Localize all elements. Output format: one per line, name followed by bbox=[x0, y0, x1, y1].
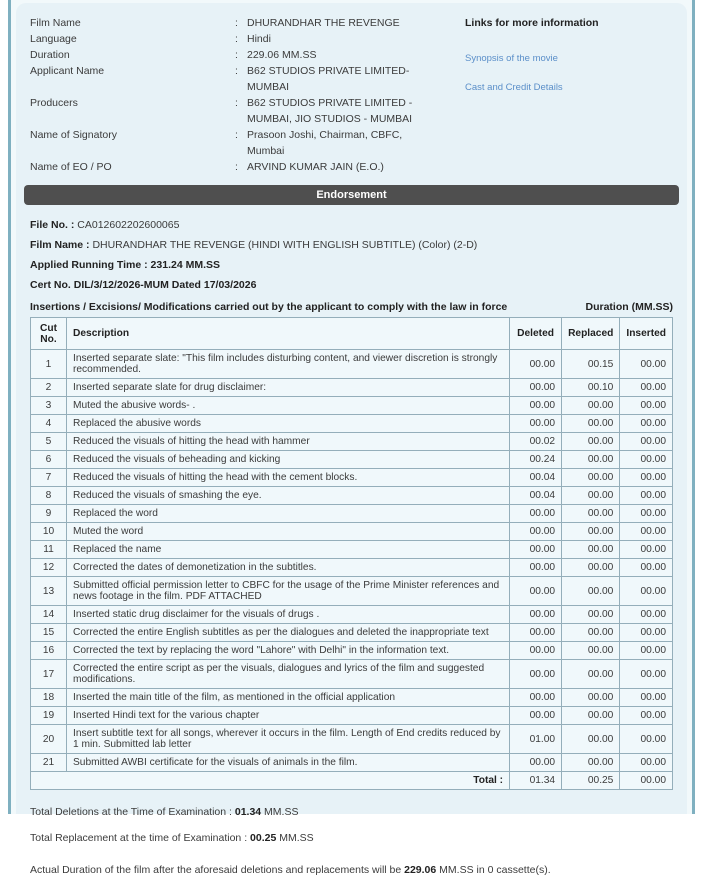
colon-separator: : bbox=[235, 65, 238, 77]
content-card bbox=[16, 3, 687, 876]
replaced-cell: 00.00 bbox=[562, 523, 620, 541]
colon-separator: : bbox=[235, 33, 238, 45]
file-no-value: CA012602202600065 bbox=[77, 219, 180, 231]
inserted-cell: 00.00 bbox=[620, 487, 673, 505]
description-cell: Reduced the visuals of beheading and kicking bbox=[67, 451, 510, 469]
inserted-cell: 00.00 bbox=[620, 451, 673, 469]
info-value: Hindi bbox=[247, 33, 271, 45]
table-row bbox=[31, 624, 673, 642]
deleted-cell: 00.00 bbox=[510, 379, 562, 397]
replaced-cell: 00.00 bbox=[562, 469, 620, 487]
inserted-cell: 00.00 bbox=[620, 707, 673, 725]
cut-no-cell: 8 bbox=[31, 487, 67, 505]
deleted-cell: 01.00 bbox=[510, 725, 562, 754]
cut-no-cell: 18 bbox=[31, 689, 67, 707]
info-label: Duration bbox=[30, 49, 70, 61]
replaced-cell: 00.00 bbox=[562, 487, 620, 505]
description-cell: Corrected the entire script as per the visuals, dialogues and lyrics of the film and suggested modifications. bbox=[67, 660, 510, 689]
colon-separator: : bbox=[235, 97, 238, 109]
description-cell: Inserted Hindi text for the various chapter bbox=[67, 707, 510, 725]
cut-no-cell: 13 bbox=[31, 577, 67, 606]
total-label: Total : bbox=[31, 772, 510, 790]
description-cell: Corrected the entire English subtitles as per the dialogues and deleted the inappropriate text bbox=[67, 624, 510, 642]
deleted-cell: 00.02 bbox=[510, 433, 562, 451]
cut-no-cell: 20 bbox=[31, 725, 67, 754]
deleted-cell: 00.00 bbox=[510, 577, 562, 606]
table-row bbox=[31, 577, 673, 606]
deleted-cell: 00.00 bbox=[510, 606, 562, 624]
deleted-cell: 00.04 bbox=[510, 487, 562, 505]
header-replaced: Replaced bbox=[562, 318, 620, 350]
inserted-cell: 00.00 bbox=[620, 523, 673, 541]
description-cell: Inserted separate slate for drug disclaimer: bbox=[67, 379, 510, 397]
total-row bbox=[31, 772, 673, 790]
info-value: B62 STUDIOS PRIVATE LIMITED- MUMBAI bbox=[247, 65, 410, 93]
actual-duration-suffix: MM.SS in 0 cassette(s). bbox=[436, 864, 551, 876]
table-row bbox=[31, 505, 673, 523]
cut-no-cell: 19 bbox=[31, 707, 67, 725]
info-label: Film Name bbox=[30, 17, 81, 29]
replaced-cell: 00.00 bbox=[562, 505, 620, 523]
deleted-cell: 00.00 bbox=[510, 689, 562, 707]
replaced-cell: 00.00 bbox=[562, 415, 620, 433]
deleted-cell: 00.00 bbox=[510, 505, 562, 523]
links-title: Links for more information bbox=[465, 17, 599, 29]
page-frame bbox=[8, 0, 695, 876]
cuts-table-foot bbox=[31, 772, 673, 790]
replaced-cell: 00.00 bbox=[562, 451, 620, 469]
actual-duration-prefix: Actual Duration of the film after the aforesaid deletions and replacements will be bbox=[30, 864, 405, 876]
cut-no-cell: 11 bbox=[31, 541, 67, 559]
cut-no-cell: 9 bbox=[31, 505, 67, 523]
replaced-cell: 00.00 bbox=[562, 397, 620, 415]
replaced-cell: 00.00 bbox=[562, 725, 620, 754]
inserted-cell: 00.00 bbox=[620, 379, 673, 397]
description-cell: Corrected the dates of demonetization in the subtitles. bbox=[67, 559, 510, 577]
info-row-producers bbox=[30, 95, 433, 127]
film-name-line bbox=[30, 235, 673, 255]
cut-no-cell: 6 bbox=[31, 451, 67, 469]
info-value: ARVIND KUMAR JAIN (E.O.) bbox=[247, 161, 384, 173]
replaced-cell: 00.00 bbox=[562, 624, 620, 642]
total-replacement-prefix: Total Replacement at the time of Examination : bbox=[30, 832, 251, 844]
description-cell: Reduced the visuals of smashing the eye. bbox=[67, 487, 510, 505]
description-cell: Inserted static drug disclaimer for the visuals of drugs . bbox=[67, 606, 510, 624]
colon-separator: : bbox=[235, 49, 238, 61]
inserted-cell: 00.00 bbox=[620, 642, 673, 660]
table-caption-row bbox=[30, 301, 673, 313]
cut-no-cell: 14 bbox=[31, 606, 67, 624]
deleted-cell: 00.24 bbox=[510, 451, 562, 469]
inserted-cell: 00.00 bbox=[620, 754, 673, 772]
film-name-value: DHURANDHAR THE REVENGE (HINDI WITH ENGLISH SUBTITLE) (Color) (2-D) bbox=[92, 239, 478, 251]
inserted-cell: 00.00 bbox=[620, 606, 673, 624]
total-inserted: 00.00 bbox=[620, 772, 673, 790]
inserted-cell: 00.00 bbox=[620, 415, 673, 433]
total-deletions-line bbox=[30, 804, 673, 820]
inserted-cell: 00.00 bbox=[620, 350, 673, 379]
cast-credit-link[interactable]: Cast and Credit Details bbox=[465, 82, 563, 93]
cut-no-cell: 16 bbox=[31, 642, 67, 660]
cut-no-cell: 5 bbox=[31, 433, 67, 451]
info-row-eo-po bbox=[30, 159, 433, 175]
cuts-table bbox=[30, 317, 673, 790]
info-row-language bbox=[30, 31, 433, 47]
total-replacement-suffix: MM.SS bbox=[276, 832, 314, 844]
header-cut-no: Cut No. bbox=[31, 318, 67, 350]
synopsis-link[interactable]: Synopsis of the movie bbox=[465, 53, 558, 64]
info-label: Language bbox=[30, 33, 77, 45]
table-caption-right: Duration (MM.SS) bbox=[585, 301, 673, 313]
replaced-cell: 00.00 bbox=[562, 642, 620, 660]
inserted-cell: 00.00 bbox=[620, 577, 673, 606]
film-name-label: Film Name : bbox=[30, 239, 90, 251]
cert-no-line: Cert No. DIL/3/12/2026-MUM Dated 17/03/2026 bbox=[30, 279, 257, 291]
table-row bbox=[31, 541, 673, 559]
cut-no-cell: 17 bbox=[31, 660, 67, 689]
table-row bbox=[31, 606, 673, 624]
summary-section bbox=[30, 804, 673, 878]
total-deletions-value: 01.34 bbox=[234, 806, 262, 818]
inserted-cell: 00.00 bbox=[620, 505, 673, 523]
info-label: Name of Signatory bbox=[30, 129, 117, 141]
film-info-section bbox=[30, 15, 673, 175]
table-row bbox=[31, 487, 673, 505]
table-row bbox=[31, 725, 673, 754]
deleted-cell: 00.04 bbox=[510, 469, 562, 487]
info-row-applicant bbox=[30, 63, 433, 95]
info-row-film-name bbox=[30, 15, 433, 31]
replaced-cell: 00.00 bbox=[562, 707, 620, 725]
deleted-cell: 00.00 bbox=[510, 642, 562, 660]
deleted-cell: 00.00 bbox=[510, 350, 562, 379]
table-row bbox=[31, 451, 673, 469]
description-cell: Reduced the visuals of hitting the head with hammer bbox=[67, 433, 510, 451]
table-row bbox=[31, 415, 673, 433]
total-replacement-line bbox=[30, 830, 673, 846]
endorsement-details bbox=[30, 215, 673, 295]
table-row bbox=[31, 707, 673, 725]
description-cell: Replaced the name bbox=[67, 541, 510, 559]
inserted-cell: 00.00 bbox=[620, 689, 673, 707]
total-deletions-suffix: MM.SS bbox=[261, 806, 299, 818]
info-label: Producers bbox=[30, 97, 78, 109]
header-row bbox=[31, 318, 673, 350]
description-cell: Replaced the word bbox=[67, 505, 510, 523]
header-description: Description bbox=[67, 318, 510, 350]
info-value: B62 STUDIOS PRIVATE LIMITED - MUMBAI, JIO STUDIOS - MUMBAI bbox=[247, 97, 413, 125]
table-row bbox=[31, 523, 673, 541]
replaced-cell: 00.00 bbox=[562, 689, 620, 707]
endorsement-header-bar: Endorsement bbox=[24, 185, 679, 205]
inserted-cell: 00.00 bbox=[620, 433, 673, 451]
table-row bbox=[31, 433, 673, 451]
description-cell: Inserted separate slate: "This film includes disturbing content, and viewer discretion is strongly recommended. bbox=[67, 350, 510, 379]
cut-no-cell: 12 bbox=[31, 559, 67, 577]
cut-no-cell: 4 bbox=[31, 415, 67, 433]
info-value: DHURANDHAR THE REVENGE bbox=[247, 17, 400, 29]
table-row bbox=[31, 469, 673, 487]
description-cell: Muted the word bbox=[67, 523, 510, 541]
actual-duration-line bbox=[30, 862, 673, 878]
total-deletions-prefix: Total Deletions at the Time of Examination : bbox=[30, 806, 235, 818]
total-deleted: 01.34 bbox=[510, 772, 562, 790]
inserted-cell: 00.00 bbox=[620, 559, 673, 577]
deleted-cell: 00.00 bbox=[510, 707, 562, 725]
cut-no-cell: 10 bbox=[31, 523, 67, 541]
total-replacement-value: 00.25 bbox=[250, 832, 277, 844]
cuts-table-head bbox=[31, 318, 673, 350]
info-row-duration bbox=[30, 47, 433, 63]
cut-no-cell: 2 bbox=[31, 379, 67, 397]
description-cell: Insert subtitle text for all songs, wherever it occurs in the film. Length of End credits reduced by 1 min. Submitted lab letter bbox=[67, 725, 510, 754]
file-no-line bbox=[30, 215, 673, 235]
table-row bbox=[31, 642, 673, 660]
table-row bbox=[31, 754, 673, 772]
replaced-cell: 00.00 bbox=[562, 541, 620, 559]
header-inserted: Inserted bbox=[620, 318, 673, 350]
deleted-cell: 00.00 bbox=[510, 660, 562, 689]
description-cell: Replaced the abusive words bbox=[67, 415, 510, 433]
file-no-label: File No. : bbox=[30, 219, 75, 231]
cut-no-cell: 21 bbox=[31, 754, 67, 772]
table-row bbox=[31, 689, 673, 707]
info-value: Prasoon Joshi, Chairman, CBFC, Mumbai bbox=[247, 129, 403, 157]
colon-separator: : bbox=[235, 129, 238, 141]
deleted-cell: 00.00 bbox=[510, 754, 562, 772]
table-row bbox=[31, 559, 673, 577]
table-caption-left: Insertions / Excisions/ Modifications carried out by the applicant to comply with the law in force bbox=[30, 301, 508, 313]
actual-duration-value: 229.06 bbox=[404, 864, 437, 876]
description-cell: Corrected the text by replacing the word "Lahore" with Delhi" in the information text. bbox=[67, 642, 510, 660]
replaced-cell: 00.00 bbox=[562, 577, 620, 606]
table-row bbox=[31, 660, 673, 689]
cut-no-cell: 7 bbox=[31, 469, 67, 487]
links-column bbox=[465, 15, 690, 93]
inserted-cell: 00.00 bbox=[620, 725, 673, 754]
total-replaced: 00.25 bbox=[562, 772, 620, 790]
inserted-cell: 00.00 bbox=[620, 660, 673, 689]
description-cell: Submitted AWBI certificate for the visuals of animals in the film. bbox=[67, 754, 510, 772]
info-row-signatory bbox=[30, 127, 433, 159]
deleted-cell: 00.00 bbox=[510, 624, 562, 642]
cut-no-cell: 3 bbox=[31, 397, 67, 415]
header-deleted: Deleted bbox=[510, 318, 562, 350]
cuts-table-body bbox=[31, 350, 673, 772]
table-row bbox=[31, 397, 673, 415]
deleted-cell: 00.00 bbox=[510, 415, 562, 433]
info-value: 229.06 MM.SS bbox=[247, 49, 317, 61]
deleted-cell: 00.00 bbox=[510, 397, 562, 415]
applied-running-time-line: Applied Running Time : 231.24 MM.SS bbox=[30, 259, 220, 271]
table-row bbox=[31, 350, 673, 379]
info-label: Name of EO / PO bbox=[30, 161, 112, 173]
inserted-cell: 00.00 bbox=[620, 469, 673, 487]
replaced-cell: 00.00 bbox=[562, 433, 620, 451]
description-cell: Reduced the visuals of hitting the head with the cement blocks. bbox=[67, 469, 510, 487]
replaced-cell: 00.00 bbox=[562, 754, 620, 772]
colon-separator: : bbox=[235, 17, 238, 29]
cut-no-cell: 15 bbox=[31, 624, 67, 642]
inserted-cell: 00.00 bbox=[620, 624, 673, 642]
replaced-cell: 00.10 bbox=[562, 379, 620, 397]
inserted-cell: 00.00 bbox=[620, 541, 673, 559]
description-cell: Muted the abusive words- . bbox=[67, 397, 510, 415]
deleted-cell: 00.00 bbox=[510, 523, 562, 541]
description-cell: Submitted official permission letter to CBFC for the usage of the Prime Minister references and news footage in the film. PDF ATTACHED bbox=[67, 577, 510, 606]
replaced-cell: 00.15 bbox=[562, 350, 620, 379]
deleted-cell: 00.00 bbox=[510, 541, 562, 559]
colon-separator: : bbox=[235, 161, 238, 173]
inserted-cell: 00.00 bbox=[620, 397, 673, 415]
deleted-cell: 00.00 bbox=[510, 559, 562, 577]
replaced-cell: 00.00 bbox=[562, 660, 620, 689]
cut-no-cell: 1 bbox=[31, 350, 67, 379]
replaced-cell: 00.00 bbox=[562, 606, 620, 624]
replaced-cell: 00.00 bbox=[562, 559, 620, 577]
info-label: Applicant Name bbox=[30, 65, 105, 77]
description-cell: Inserted the main title of the film, as mentioned in the official application bbox=[67, 689, 510, 707]
table-row bbox=[31, 379, 673, 397]
